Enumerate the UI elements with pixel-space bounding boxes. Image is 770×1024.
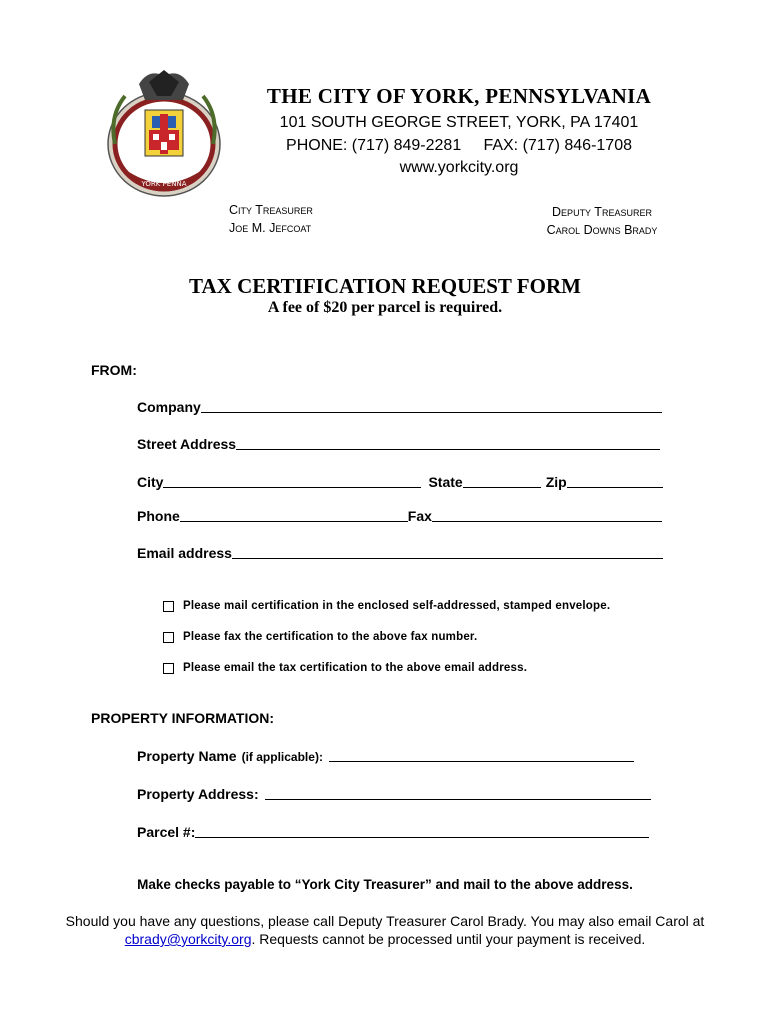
- company-label: Company: [137, 399, 201, 415]
- footer-text-after: . Requests cannot be processed until your payment is received.: [251, 931, 646, 947]
- city-website[interactable]: www.yorkcity.org: [399, 159, 519, 176]
- zip-label: Zip: [545, 474, 567, 490]
- property-address-row: [137, 785, 651, 802]
- fax-field[interactable]: [432, 507, 662, 522]
- parcel-row: [137, 823, 649, 840]
- option-fax-label: Please fax the certification to the above fax number.: [183, 631, 478, 643]
- email-row: [137, 544, 663, 561]
- property-address-field[interactable]: [265, 785, 651, 800]
- phone-field[interactable]: [180, 507, 408, 522]
- deputy-treasurer-name: Carol Downs Brady: [546, 223, 658, 237]
- fee-note: A fee of $20 per parcel is required.: [267, 299, 503, 316]
- email-checkbox[interactable]: [163, 663, 174, 674]
- treasurer-block: [229, 201, 313, 237]
- option-fax[interactable]: [163, 631, 477, 643]
- deputy-treasurer-block: [540, 203, 664, 239]
- fax-checkbox[interactable]: [163, 632, 174, 643]
- property-heading: PROPERTY INFORMATION:: [91, 710, 275, 726]
- phone-fax-row: [137, 507, 662, 524]
- property-name-row: [137, 747, 634, 764]
- footer-text-before: Should you have any questions, please call Deputy Treasurer Carol Brady. You may also email Carol at: [65, 913, 705, 929]
- city-state-zip-row: [137, 473, 663, 490]
- deputy-treasurer-title: Deputy Treasurer: [552, 205, 652, 219]
- option-email-label: Please email the tax certification to the above email address.: [183, 662, 528, 674]
- mail-checkbox[interactable]: [163, 601, 174, 612]
- city-seal-logo: [105, 66, 223, 204]
- email-address-field[interactable]: [232, 544, 663, 559]
- svg-text:YORK PENNA: YORK PENNA: [141, 180, 187, 188]
- treasurer-name: Joe M. Jefcoat: [229, 221, 312, 235]
- property-name-label: Property Name: [137, 748, 237, 764]
- contact-email-link[interactable]: cbrady@yorkcity.org: [124, 931, 252, 947]
- street-address-field[interactable]: [236, 435, 660, 450]
- city-address: 101 SOUTH GEORGE STREET, YORK, PA 17401: [279, 114, 639, 131]
- footer-note: [60, 912, 710, 948]
- form-title: TAX CERTIFICATION REQUEST FORM: [189, 274, 581, 298]
- email-address-label: Email address: [137, 545, 232, 561]
- company-field[interactable]: [201, 398, 662, 413]
- property-name-note: (if applicable):: [241, 750, 323, 764]
- company-row: [137, 398, 662, 415]
- city-label: City: [137, 474, 164, 490]
- treasurer-title: City Treasurer: [229, 203, 313, 217]
- option-email[interactable]: [163, 662, 527, 674]
- checks-payable-note: Make checks payable to “York City Treasurer” and mail to the above address.: [137, 877, 633, 892]
- street-row: [137, 435, 660, 452]
- phone-label: Phone: [137, 508, 180, 524]
- city-phone-fax: PHONE: (717) 849-2281 FAX: (717) 846-1708: [286, 137, 632, 154]
- fax-label: Fax: [407, 508, 432, 524]
- from-heading: FROM:: [91, 362, 137, 378]
- option-mail-label: Please mail certification in the enclosed self-addressed, stamped envelope.: [183, 600, 611, 612]
- property-address-label: Property Address:: [137, 786, 259, 802]
- option-mail[interactable]: [163, 600, 610, 612]
- state-field[interactable]: [463, 473, 541, 488]
- property-name-field[interactable]: [329, 747, 634, 762]
- state-label: State: [428, 474, 463, 490]
- street-address-label: Street Address: [137, 436, 237, 452]
- zip-field[interactable]: [567, 473, 663, 488]
- city-field[interactable]: [163, 473, 421, 488]
- city-title: THE CITY OF YORK, PENNSYLVANIA: [266, 84, 652, 108]
- parcel-field[interactable]: [195, 823, 649, 838]
- parcel-label: Parcel #:: [137, 824, 196, 840]
